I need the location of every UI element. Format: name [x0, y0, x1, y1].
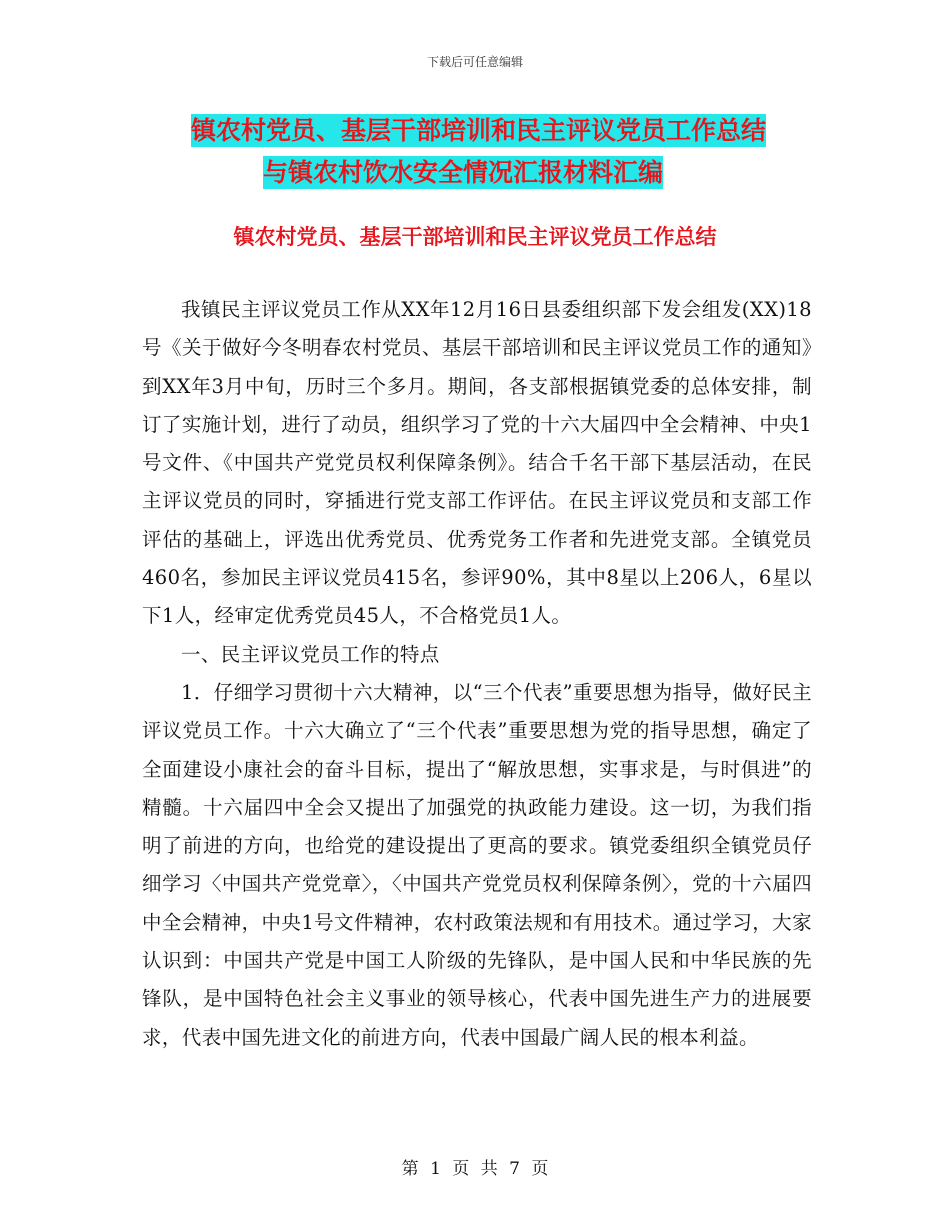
document-title-line-2-text: 与镇农村饮水安全情况汇报材料汇编 — [263, 158, 664, 187]
document-title-line-1 — [0, 114, 950, 148]
document-title-line-2 — [0, 156, 950, 190]
document-title-line-1-text: 镇农村党员、基层干部培训和民主评议党员工作总结 — [191, 116, 767, 145]
document-body — [142, 291, 812, 1057]
body-paragraph: 我镇民主评议党员工作从XX年12月16日县委组织部下发会组发(XX)18号《关于做好今冬明春农村党员、基层干部培训和民主评议党员工作的通知》到XX年3月中旬，历时三个多月。期间，各支部根据镇党委的总体安排，制订了实施计划，进行了动员，组织学习了党的十六大届四中全会精神、中央1号文件、《中国共产党党员权利保障条例》。结合千名干部下基层活动，在民主评议党员的同时，穿插进行党支部工作评估。在民主评议党员和支部工作评估的基础上，评选出优秀党员、优秀党务工作者和先进党支部。全镇党员460名，参加民主评议党员415名，参评90%，其中8星以上206人，6星以下1人，经审定优秀党员45人，不合格党员1人。 — [142, 298, 812, 628]
page-number: 第 1 页 共 7 页 — [401, 1159, 549, 1179]
header-note: 下载后可任意编辑 — [426, 55, 523, 69]
body-paragraph: 1．仔细学习贯彻十六大精神，以“三个代表”重要思想为指导，做好民主评议党员工作。十六大确立了“三个代表”重要思想为党的指导思想，确定了全面建设小康社会的奋斗目标，提出了“解放思想，实事求是，与时俱进”的精髓。十六届四中全会又提出了加强党的执政能力建设。这一切，为我们指明了前进的方向，也给党的建设提出了更高的要求。镇党委组织全镇党员仔细学习〈中国共产党党章〉，〈中国共产党党员权利保障条例〉，党的十六届四中全会精神，中央1号文件精神，农村政策法规和有用技术。通过学习，大家认识到：中国共产党是中国工人阶级的先锋队，是中国人民和中华民族的先锋队，是中国特色社会主义事业的领导核心，代表中国先进生产力的进展要求，代表中国先进文化的前进方向，代表中国最广阔人民的根本利益。 — [142, 680, 812, 1049]
body-heading: 一、民主评议党员工作的特点 — [181, 642, 440, 666]
section-title: 镇农村党员、基层干部培训和民主评议党员工作总结 — [233, 225, 717, 249]
